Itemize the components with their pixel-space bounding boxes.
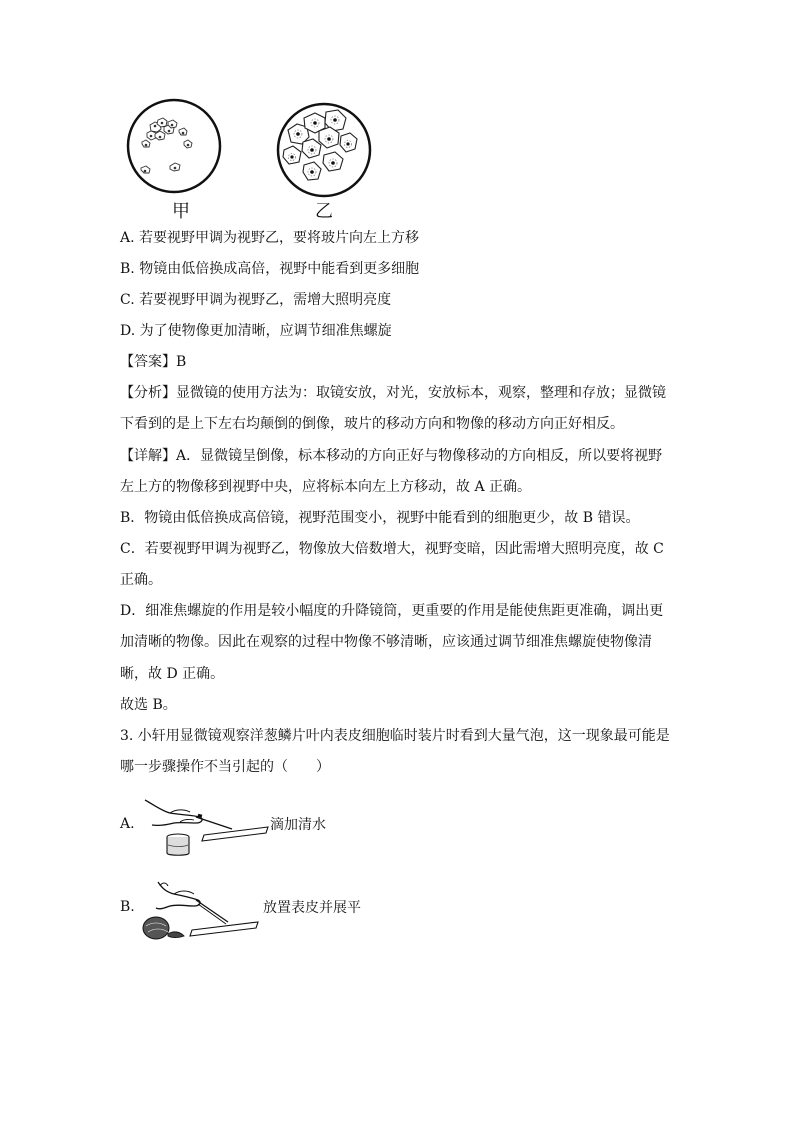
dropping-water-illustration: [140, 795, 270, 859]
q3-stem-line-2: 哪一步骤操作不当引起的（ ）: [120, 759, 330, 775]
view-yi: [278, 104, 370, 196]
q2-detail-line-1: 【详解】A．显微镜呈倒像，标本移动的方向正好与物像移动的方向相反，所以要将视野: [120, 448, 663, 464]
microscope-views-figure: [120, 98, 380, 224]
q3-option-b-label: B.: [120, 899, 135, 915]
view-jia: [128, 100, 220, 192]
q2-analysis-line-1: 【分析】显微镜的使用方法为：取镜安放，对光，安放标本，观察，整理和存放；显微镜: [120, 385, 666, 401]
q2-detail-line-3: B．物镜由低倍换成高倍镜，视野范围变小，视野中能看到的细胞更少，故 B 错误。: [120, 510, 640, 526]
placing-epidermis-illustration: [140, 878, 262, 944]
q2-analysis-line-2: 下看到的是上下左右均颠倒的倒像，玻片的移动方向和物像的移动方向正好相反。: [120, 416, 624, 432]
q2-detail-line-9: 故选 B。: [120, 697, 177, 713]
q3-option-a-text: 滴加清水: [270, 817, 326, 833]
q2-option-a: A. 若要视野甲调为视野乙，要将玻片向左上方移: [120, 230, 420, 246]
q3-option-b-text: 放置表皮并展平: [263, 900, 361, 916]
q2-answer: 【答案】B: [120, 354, 187, 370]
view-jia-label: 甲: [172, 201, 190, 222]
q2-detail-line-7: 加清晰的物像。因此在观察的过程中物像不够清晰，应该通过调节细准焦螺旋使物像清: [120, 634, 652, 650]
q2-option-b: B. 物镜由低倍换成高倍，视野中能看到更多细胞: [120, 261, 420, 277]
q2-detail-line-6: D．细准焦螺旋的作用是较小幅度的升降镜筒，更重要的作用是能使焦距更准确，调出更: [120, 603, 664, 619]
view-yi-label: 乙: [315, 201, 333, 222]
q2-detail-line-5: 正确。: [120, 572, 162, 588]
q3-option-a-label: A.: [120, 816, 135, 832]
q2-detail-line-4: C．若要视野甲调为视野乙，物像放大倍数增大，视野变暗，因此需增大照明亮度，故 C: [120, 541, 664, 557]
q2-option-c: C. 若要视野甲调为视野乙，需增大照明亮度: [120, 292, 392, 308]
q3-stem-line-1: 3. 小轩用显微镜观察洋葱鳞片叶内表皮细胞临时装片时看到大量气泡，这一现象最可能是: [120, 728, 670, 744]
q2-detail-line-8: 晰，故 D 正确。: [120, 666, 225, 682]
q2-option-d: D. 为了使物像更加清晰，应调节细准焦螺旋: [120, 323, 392, 339]
q2-detail-line-2: 左上方的物像移到视野中央，应将标本向左上方移动，故 A 正确。: [120, 479, 532, 495]
